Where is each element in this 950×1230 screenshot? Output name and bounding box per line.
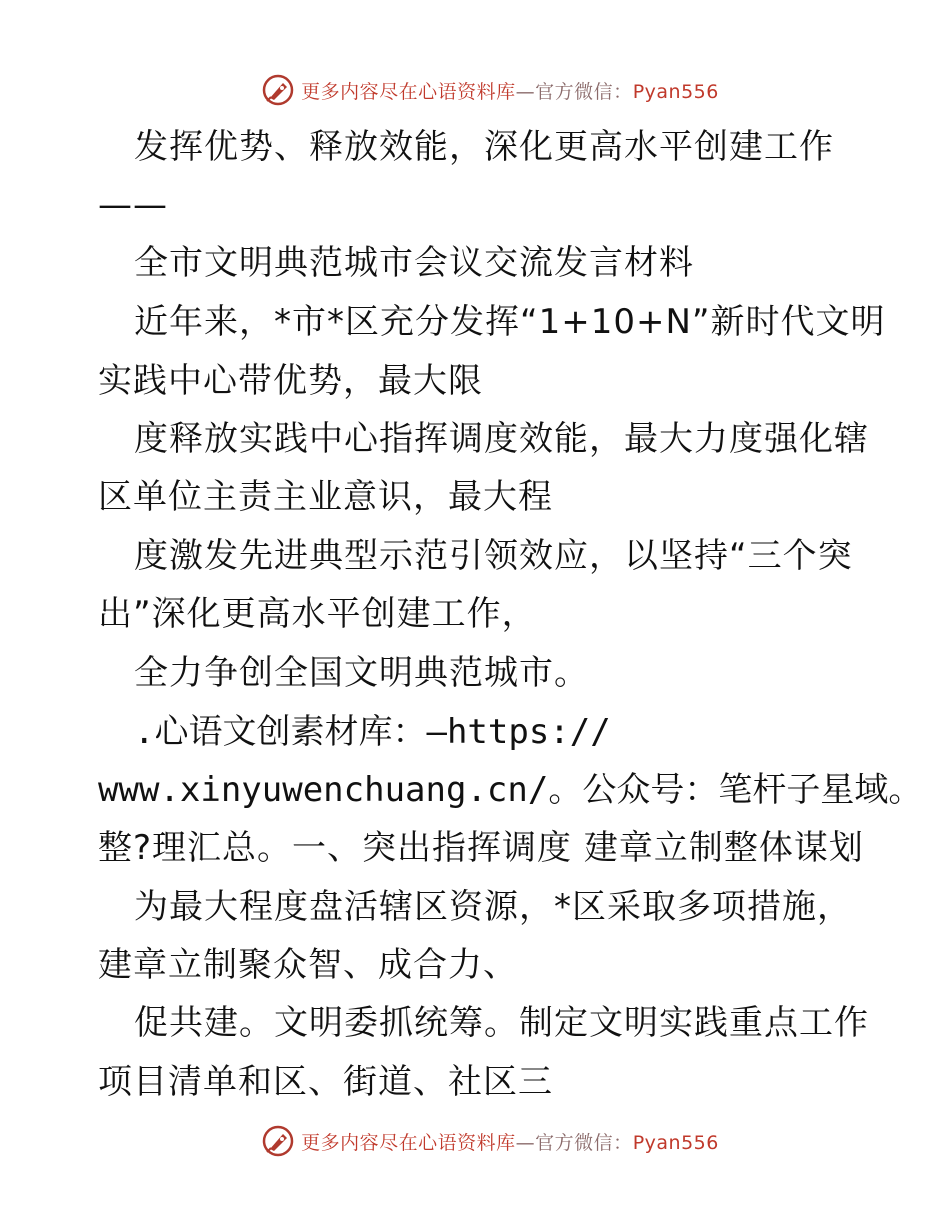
banner-main-text: 更多内容尽在心语资料库 [301,80,516,103]
paragraph-line: 度释放实践中心指挥调度效能，最大力度强化辖 [134,419,869,459]
paragraph-line: 度激发先进典型示范引领效应，以坚持“三个突 [134,536,853,576]
banner-text [301,1128,719,1155]
section-heading-line: 整?理汇总。一、突出指挥调度 建章立制整体谋划 [98,828,864,868]
pen-nib-circle-icon [261,1124,295,1158]
paragraph-line: 区单位主责主业意识，最大程 [98,477,553,517]
footer-banner [0,1121,950,1161]
banner-wechat-id: Pyan556 [632,1131,719,1154]
title-dash: —— [98,185,168,225]
paragraph-line: 为最大程度盘活辖区资源，*区采取多项措施， [134,887,852,927]
paragraph-line: 近年来，*市*区充分发挥“1+10+N”新时代文明 [134,302,886,342]
document-subtitle: 全市文明典范城市会议交流发言材料 [134,243,694,283]
paragraph-line: 实践中心带优势，最大限 [98,361,483,401]
banner-dash-text: —官方微信： [515,80,633,103]
paragraph-line: 项目清单和区、街道、社区三 [98,1062,553,1102]
paragraph-line: 建章立制聚众智、成合力、 [98,945,518,985]
banner-main-text: 更多内容尽在心语资料库 [301,1131,516,1154]
paragraph-line: 全力争创全国文明典范城市。 [134,653,589,693]
paragraph-line: 出”深化更高水平创建工作， [98,594,537,634]
pen-nib-circle-icon [261,73,295,107]
banner-text [301,77,719,104]
banner-dash-text: —官方微信： [515,1131,633,1154]
source-line: .心语文创素材库：—https:// [134,712,611,752]
paragraph-line: 促共建。文明委抓统筹。制定文明实践重点工作 [134,1003,869,1043]
banner-wechat-id: Pyan556 [632,80,719,103]
document-title: 发挥优势、释放效能，深化更高水平创建工作 [134,127,834,167]
header-banner [0,70,950,110]
url-line: www.xinyuwenchuang.cn/。公众号：笔杆子星域。 [98,770,923,810]
